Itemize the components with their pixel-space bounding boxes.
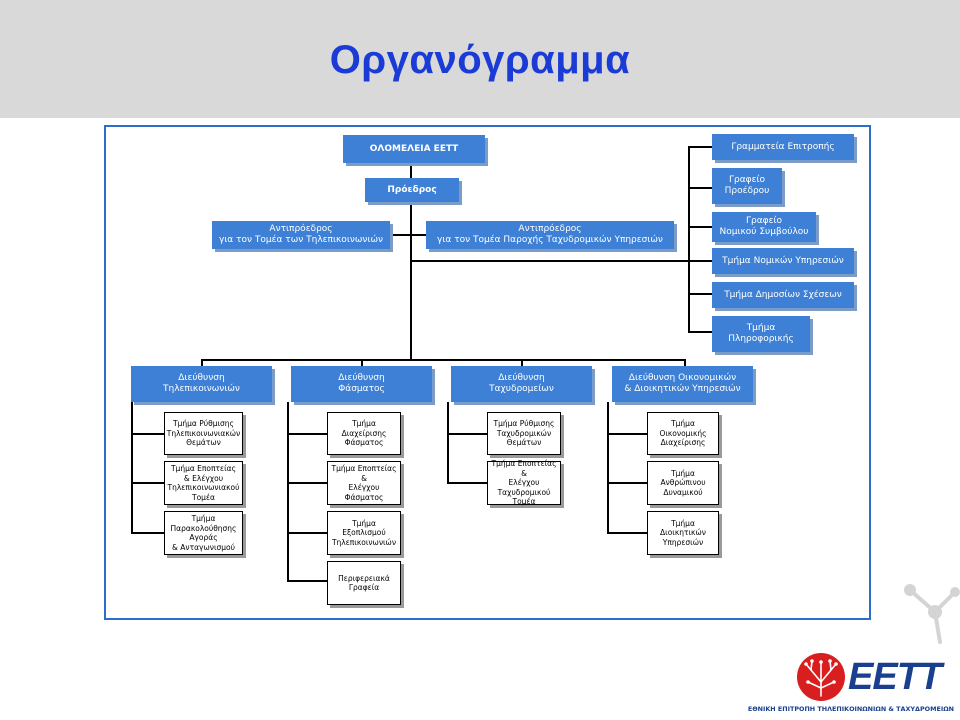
connector-line [688,260,712,262]
connector-line [688,293,712,295]
dept-postal-regulation: Τμήμα Ρύθμισης Ταχυδρομικών Θεμάτων [487,412,561,455]
dept-telecom-supervision: Τμήμα Εποπτείας & Ελέγχου Τηλεπικοινωνιακού Τομέα [164,461,243,505]
eett-logo-wordmark: ΕΕΤΤ [848,656,942,698]
connector-line [607,532,647,534]
connector-line [131,402,133,534]
connector-line [607,402,609,534]
connector-line [287,580,327,582]
directorate-telecom: Διεύθυνση Τηλεπικοινωνιών [131,366,272,402]
connector-line [287,532,327,534]
directorate-finance-admin: Διεύθυνση Οικονομικών & Διοικητικών Υπηρεσιών [612,366,753,402]
connector-line [607,433,647,435]
connector-line [521,359,523,366]
connector-line [390,234,430,236]
connector-line [447,402,449,484]
staff-legal-services: Τμήμα Νομικών Υπηρεσιών [712,248,854,274]
dept-human-resources: Τμήμα Ανθρώπινου Δυναμικού [647,461,719,505]
connector-line [361,359,363,366]
network-decoration [880,570,960,650]
dept-telecom-equipment: Τμήμα Εξοπλισμού Τηλεπικοινωνιών [327,511,401,555]
connector-line [688,146,690,332]
connector-line [447,433,487,435]
staff-informatics: Τμήμα Πληροφορικής [712,316,810,352]
eett-logo-subtitle: ΕΘΝΙΚΗ ΕΠΙΤΡΟΠΗ ΤΗΛΕΠΙΚΟΙΝΩΝΙΩΝ & ΤΑΧΥΔΡΟΜΕΙΩΝ [747,705,954,713]
connector-line [287,482,327,484]
dept-spectrum-management: Τμήμα Διαχείρισης Φάσματος [327,412,401,455]
connector-line [688,187,712,189]
vp-telecom-box: Αντιπρόεδρος για τον Τομέα των Τηλεπικοινωνιών [212,221,390,249]
dept-telecom-market-monitoring: Τμήμα Παρακολούθησης Αγοράς & Ανταγωνισμού [164,511,243,555]
dept-administrative-services: Τμήμα Διοικητικών Υπηρεσιών [647,511,719,555]
connector-line [131,482,164,484]
connector-line [607,482,647,484]
connector-line [287,433,327,435]
connector-line [201,359,686,361]
staff-president-office: Γραφείο Προέδρου [712,168,782,204]
vp-postal-box: Αντιπρόεδρος για τον Τομέα Παροχής Ταχυδρομικών Υπηρεσιών [426,221,674,249]
staff-committee-secretariat: Γραμματεία Επιτροπής [712,134,854,160]
connector-line [410,260,688,262]
connector-line [688,331,712,333]
plenary-box: ΟΛΟΜΕΛΕΙΑ ΕΕΤΤ [343,135,485,163]
connector-line [684,359,686,366]
dept-postal-supervision: Τμήμα Εποπτείας & Ελέγχου Ταχυδρομικού Τομέα [487,461,561,505]
eett-logo-emblem [796,652,846,702]
dept-regional-offices: Περιφερειακά Γραφεία [327,561,401,605]
connector-line [131,433,164,435]
staff-legal-advisor-office: Γραφείο Νομικού Συμβούλου [712,212,816,242]
dept-financial-management: Τμήμα Οικονομικής Διαχείρισης [647,412,719,455]
connector-line [688,226,712,228]
dept-telecom-regulation: Τμήμα Ρύθμισης Τηλεπικοινωνιακών Θεμάτων [164,412,243,455]
directorate-postal: Διεύθυνση Ταχυδρομείων [451,366,592,402]
connector-line [201,359,203,366]
dept-spectrum-supervision: Τμήμα Εποπτείας & Ελέγχου Φάσματος [327,461,401,505]
connector-line [287,402,289,582]
slide-title: Οργανόγραμμα [329,38,631,82]
directorate-spectrum: Διεύθυνση Φάσματος [291,366,432,402]
connector-line [688,146,712,148]
staff-public-relations: Τμήμα Δημοσίων Σχέσεων [712,282,854,308]
connector-line [131,532,164,534]
president-box: Πρόεδρος [365,178,459,202]
connector-line [447,482,487,484]
